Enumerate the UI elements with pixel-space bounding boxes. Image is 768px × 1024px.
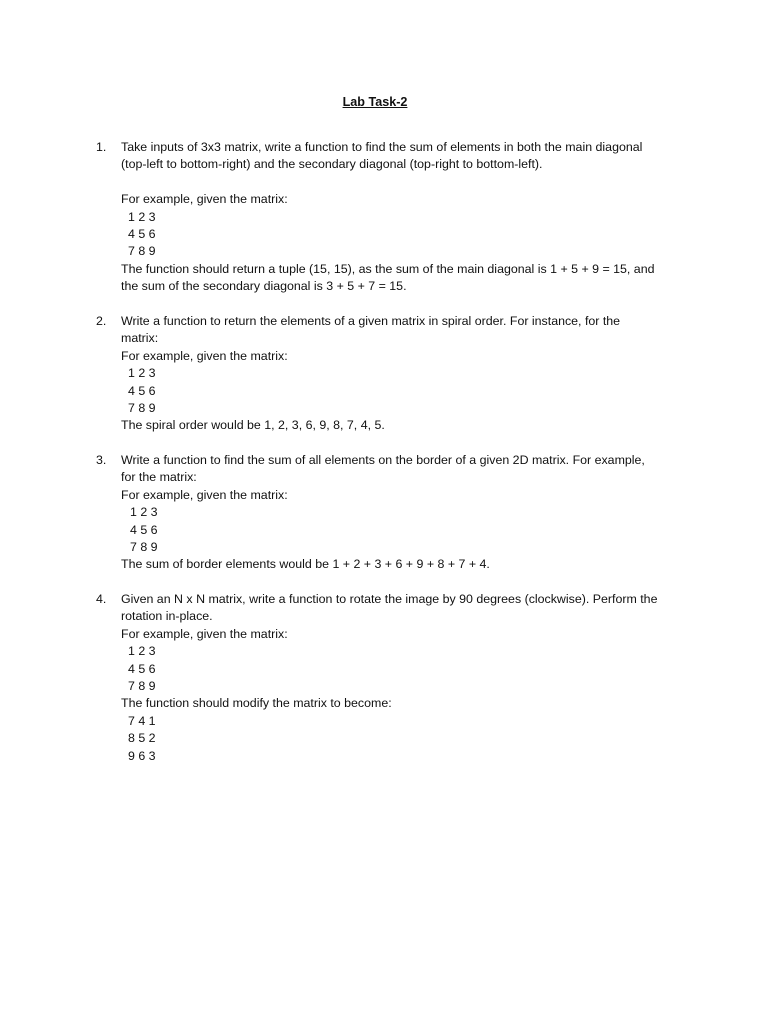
example-intro: For example, given the matrix: bbox=[121, 192, 288, 207]
task-body bbox=[121, 139, 676, 296]
result-text-line: The function should return a tuple (15, 15), as the sum of the main diagonal is 1 + 5 + 9 = 15, and bbox=[121, 261, 655, 276]
task-body bbox=[121, 591, 676, 765]
matrix-row: 7 8 9 bbox=[128, 678, 156, 693]
result-text-line: the sum of the secondary diagonal is 3 + 5 + 7 = 15. bbox=[121, 279, 407, 294]
task-number: 3. bbox=[96, 453, 107, 467]
task-text-line: Take inputs of 3x3 matrix, write a function to find the sum of elements in both the main diagonal bbox=[121, 140, 643, 154]
result-text-line: The sum of border elements would be 1 + 2 + 3 + 6 + 9 + 8 + 7 + 4. bbox=[121, 557, 490, 572]
matrix-row: 1 2 3 bbox=[128, 644, 156, 659]
result-intro: The function should modify the matrix to become: bbox=[121, 696, 392, 711]
matrix-row: 1 2 3 bbox=[130, 505, 158, 520]
task-item-3 bbox=[96, 452, 676, 574]
result-matrix-row: 7 4 1 bbox=[128, 713, 156, 728]
task-body bbox=[121, 452, 676, 574]
example-intro: For example, given the matrix: bbox=[121, 348, 288, 363]
matrix-row: 7 8 9 bbox=[128, 244, 156, 259]
matrix-row: 4 5 6 bbox=[130, 522, 158, 537]
example-intro: For example, given the matrix: bbox=[121, 487, 288, 502]
task-item-4 bbox=[96, 591, 676, 765]
task-text-line: rotation in-place. bbox=[121, 609, 213, 624]
matrix-row: 7 8 9 bbox=[128, 400, 156, 415]
task-text-line: (top-left to bottom-right) and the secondary diagonal (top-right to bottom-left). bbox=[121, 157, 543, 172]
task-number: 4. bbox=[96, 592, 107, 606]
task-text-line: Write a function to find the sum of all elements on the border of a given 2D matrix. For example, bbox=[121, 453, 645, 467]
matrix-row: 4 5 6 bbox=[128, 661, 156, 676]
matrix-row: 4 5 6 bbox=[128, 383, 156, 398]
document-title: Lab Task-2 bbox=[342, 95, 408, 109]
task-text-line: for the matrix: bbox=[121, 470, 197, 485]
task-number: 1. bbox=[96, 140, 107, 154]
matrix-row: 1 2 3 bbox=[128, 366, 156, 381]
matrix-row: 4 5 6 bbox=[128, 226, 156, 241]
matrix-row: 7 8 9 bbox=[130, 539, 158, 554]
task-text-line: matrix: bbox=[121, 331, 159, 346]
task-item-2 bbox=[96, 313, 676, 435]
task-text-line: Given an N x N matrix, write a function to rotate the image by 90 degrees (clockwise). Perform the bbox=[121, 592, 658, 606]
task-body bbox=[121, 313, 676, 435]
result-text-line: The spiral order would be 1, 2, 3, 6, 9, 8, 7, 4, 5. bbox=[121, 418, 385, 433]
task-number: 2. bbox=[96, 314, 107, 328]
task-text-line: Write a function to return the elements of a given matrix in spiral order. For instance, for the bbox=[121, 314, 621, 328]
result-matrix-row: 8 5 2 bbox=[128, 731, 156, 746]
matrix-row: 1 2 3 bbox=[128, 209, 156, 224]
example-intro: For example, given the matrix: bbox=[121, 626, 288, 641]
result-matrix-row: 9 6 3 bbox=[128, 748, 156, 763]
task-item-1 bbox=[96, 139, 676, 296]
